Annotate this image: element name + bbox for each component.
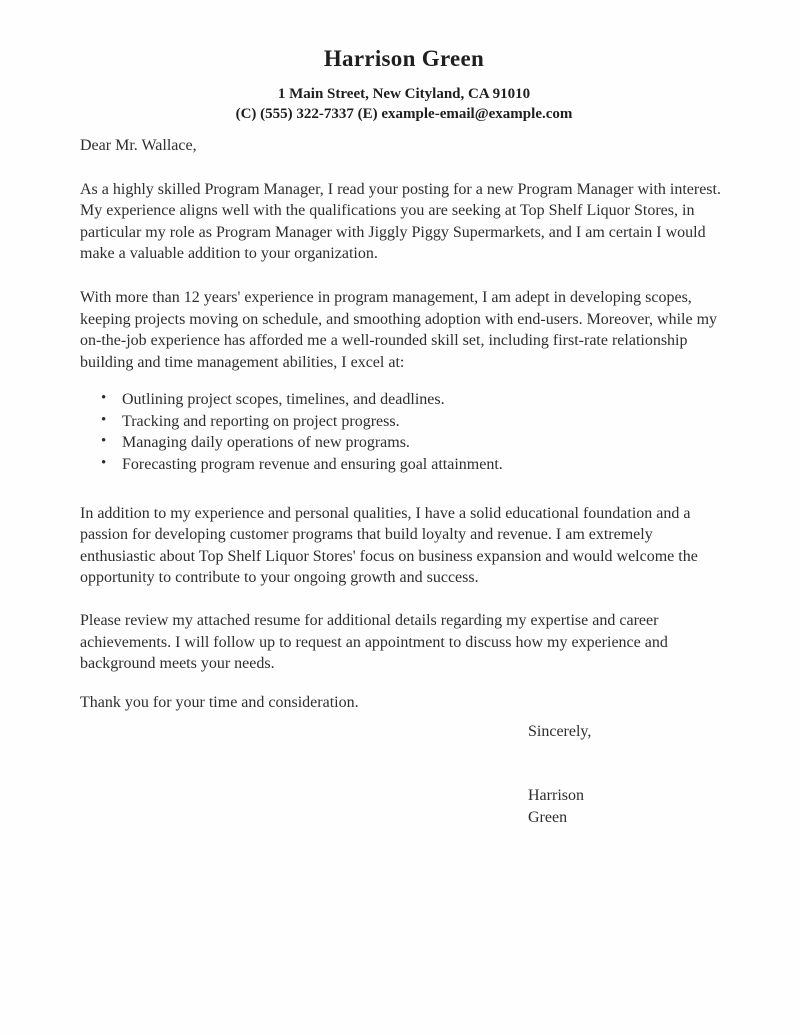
- list-item: • Outlining project scopes, timelines, and deadlines.: [122, 389, 728, 411]
- sender-address: 1 Main Street, New Cityland, CA 91010: [277, 86, 531, 103]
- skills-list: [80, 389, 728, 475]
- closing-salutation: Sincerely,: [528, 723, 592, 741]
- letter-body: [80, 135, 728, 828]
- paragraph-experience: With more than 12 years' experience in program management, I am adept in developing scopes, keeping projects moving on schedule, and smoothing adoption with end-users. Moreover, while my on-the-job experience has afforded me a well-rounded skill set, including first-rate relationship building and time management abilities, I excel at:: [80, 288, 718, 371]
- list-item: • Forecasting program revenue and ensuring goal attainment.: [122, 454, 728, 476]
- list-item: • Managing daily operations of new programs.: [122, 432, 728, 454]
- list-item: • Tracking and reporting on project progress.: [122, 411, 728, 433]
- signature-name: Harrison Green: [528, 787, 584, 826]
- salutation: Dear Mr. Wallace,: [80, 136, 197, 154]
- paragraph-education: In addition to my experience and personal qualities, I have a solid educational foundation and a passion for developing customer programs that build loyalty and revenue. I am extremely enthusiastic about Top Shelf Liquor Stores' focus on business expansion and would welcome the opportunity to contribute to your ongoing growth and success.: [80, 504, 698, 587]
- paragraph-followup: Please review my attached resume for additional details regarding my expertise and career achievements. I will follow up to request an appointment to discuss how my experience and background meets your needs.: [80, 612, 668, 673]
- letter-header: [80, 46, 728, 124]
- paragraph-intro: As a highly skilled Program Manager, I read your posting for a new Program Manager with interest. My experience aligns well with the qualifications you are seeking at Top Shelf Liquor Stores, in particular my role as Program Manager with Jiggly Piggy Supermarkets, and I am certain I would make a valuable addition to your organization.: [80, 180, 721, 263]
- sender-name: Harrison Green: [323, 46, 485, 71]
- paragraph-thanks: Thank you for your time and consideration.: [80, 693, 359, 711]
- sender-contact: (C) (555) 322-7337 (E) example-email@example.com: [235, 106, 573, 123]
- closing-block: [528, 721, 668, 828]
